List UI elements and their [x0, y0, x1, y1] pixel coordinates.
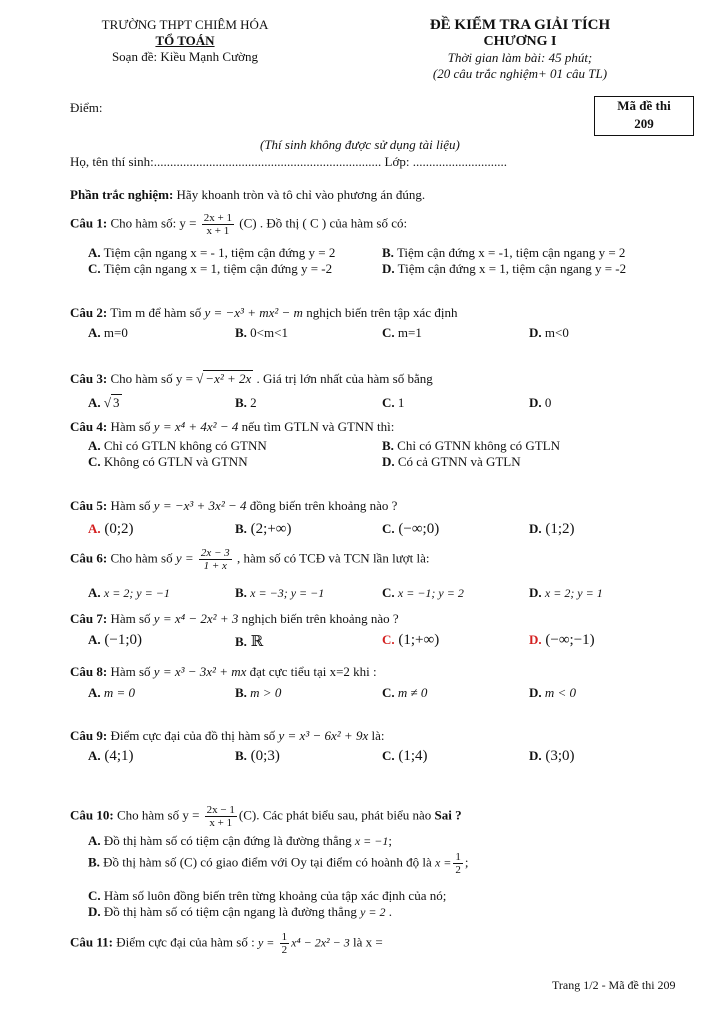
q1-label: Câu 1:: [70, 215, 108, 231]
q3-option-c[interactable]: C. 1: [382, 395, 405, 410]
q5-option-a[interactable]: A. (0;2): [88, 521, 134, 537]
q8-option-a[interactable]: A. m = 0: [88, 685, 136, 700]
q7-option-b[interactable]: B. ℝ: [235, 634, 264, 650]
q6-fraction: $\frac{2x - 3}{1 + x}$: [200, 547, 230, 572]
q9-option-b[interactable]: B. (0;3): [235, 748, 280, 764]
q4-expression: y = x⁴ + 4x² − 4: [153, 419, 239, 434]
q3-option-a[interactable]: A. √ 3: [88, 395, 120, 410]
q8-option-b[interactable]: B. m > 0: [235, 685, 282, 700]
question-6: Câu 6: Cho hàm số y = $\frac{2x - 3}{1 + x}$ , hàm số có TCĐ và TCN lần lượt là:: [70, 547, 430, 572]
q8-expression: y = x³ − 3x² + mx: [153, 664, 247, 679]
q10-option-d[interactable]: D. Đồ thị hàm số có tiệm cận ngang là đường thẳng y = 2 .: [88, 904, 393, 919]
q7-expression: y = x⁴ − 2x² + 3: [153, 611, 239, 626]
q1-option-d[interactable]: D. Tiệm cận đứng x = 1, tiệm cận ngang y = -2: [382, 261, 627, 276]
q6-option-d[interactable]: D. x = 2; y = 1: [529, 585, 603, 600]
question-1: [70, 212, 407, 237]
q8-option-d[interactable]: D. m < 0: [529, 685, 577, 700]
q9-option-a[interactable]: A. (4;1): [88, 748, 134, 764]
question-9: Câu 9: Điểm cực đại của đồ thị hàm số y = x³ − 6x² + 9x là:: [70, 728, 385, 743]
q9-expression: y = x³ − 6x² + 9x: [278, 728, 369, 743]
q9-option-c[interactable]: C. (1;4): [382, 748, 428, 764]
q2-option-c[interactable]: C. m=1: [382, 325, 422, 340]
header-right: [380, 17, 660, 82]
q1-fraction: $\frac{2x + 1}{x + 1}$: [203, 212, 232, 237]
q1-option-c[interactable]: C. Tiệm cận ngang x = 1, tiệm cận đứng y = -2: [88, 261, 333, 276]
q3-radicand: −x² + 2x: [205, 371, 252, 386]
q9-option-d[interactable]: D. (3;0): [529, 748, 575, 764]
section-text: Hãy khoanh tròn và tô chỉ vào phương án đúng.: [173, 187, 426, 202]
q10-option-c[interactable]: C. Hàm số luôn đồng biến trên từng khoảng của tập xác định của nó;: [88, 888, 447, 903]
q7-option-a[interactable]: A. (−1;0): [88, 632, 143, 648]
code-value: 209: [634, 116, 654, 131]
q3-option-b[interactable]: B. 2: [235, 395, 257, 410]
school-name: TRƯỜNG THPT CHIÊM HÓA: [101, 17, 269, 32]
author: Soạn đề: Kiều Mạnh Cường: [111, 49, 259, 64]
q10-fraction: $\frac{2x - 1}{x + 1}$: [206, 804, 235, 829]
q7-option-d[interactable]: D. (−∞;−1): [529, 632, 595, 648]
q2-option-a[interactable]: A. m=0: [88, 325, 128, 340]
exam-title: ĐỀ KIỂM TRA GIẢI TÍCH: [429, 17, 611, 33]
question-4: Câu 4: Hàm số y = x⁴ + 4x² − 4 nếu tìm GTLN và GTNN thì:: [70, 419, 395, 434]
exam-chapter: CHƯƠNG I: [483, 34, 557, 49]
q5-option-d[interactable]: D. (1;2): [529, 521, 575, 537]
q11-expression: x⁴ − 2x² − 3: [291, 935, 350, 950]
question-3: Câu 3: Cho hàm số y = √ −x² + 2x . Giá trị lớn nhất của hàm số bằng: [70, 371, 433, 386]
q8-option-c[interactable]: C. m ≠ 0: [382, 685, 428, 700]
q1-option-a[interactable]: A. Tiệm cận ngang x = - 1, tiệm cận đứng y = 2: [88, 245, 336, 260]
candidate-name-line: Họ, tên thí sinh:...................................................................... Lớp: .............................: [70, 154, 507, 169]
q3-option-d[interactable]: D. 0: [529, 395, 552, 410]
q11-fraction: $\frac{1}{2}$: [281, 931, 288, 956]
q7-option-c[interactable]: C. (1;+∞): [382, 632, 440, 648]
q4-option-d[interactable]: D. Có cả GTNN và GTLN: [382, 454, 521, 469]
q4-option-c[interactable]: C. Không có GTLN và GTNN: [88, 454, 248, 469]
header-left: [60, 17, 310, 65]
q2-option-d[interactable]: D. m<0: [529, 325, 569, 340]
q5-expression: y = −x³ + 3x² − 4: [153, 498, 247, 513]
exam-time: Thời gian làm bài: 45 phút;: [447, 50, 593, 65]
q1-post: (C) . Đồ thị ( C ) của hàm số có:: [235, 215, 408, 231]
score-label: Điểm:: [70, 100, 103, 115]
page-footer: Trang 1/2 - Mã đề thi 209: [552, 978, 676, 992]
q5-option-c[interactable]: C. (−∞;0): [382, 521, 440, 537]
question-10: Câu 10: Cho hàm số y = $\frac{2x - 1}{x + 1}$ (C). Các phát biểu sau, phát biểu nào Sai ?: [70, 804, 462, 829]
q6-option-a[interactable]: A. x = 2; y = −1: [88, 585, 170, 600]
section-label: Phần trắc nghiệm:: [70, 187, 174, 202]
question-2: Câu 2: Tìm m để hàm số y = −x³ + mx² − m nghịch biến trên tập xác định: [70, 305, 458, 320]
question-11: Câu 11: Điểm cực đại của hàm số : y = $\frac{1}{2}$ x⁴ − 2x² − 3 là x =: [70, 931, 383, 956]
exam-code-box: [594, 96, 694, 136]
q10-option-b[interactable]: B. Đồ thị hàm số (C) có giao điểm với Oy tại điểm có hoành độ là x = $\frac{1}{2}$ ;: [88, 851, 469, 876]
group-name: TỔ TOÁN: [155, 33, 215, 48]
q4-option-b[interactable]: B. Chỉ có GTNN không có GTLN: [382, 438, 561, 453]
q2-expression: y = −x³ + mx² − m: [204, 305, 303, 320]
q1-pre: Cho hàm số: y =: [107, 215, 197, 231]
exam-note: (Thí sinh không được sử dụng tài liệu): [260, 137, 460, 152]
section-instruction: [70, 187, 425, 203]
question-5: Câu 5: Hàm số y = −x³ + 3x² − 4 đồng biến trên khoảng nào ?: [70, 498, 398, 513]
q1-option-b[interactable]: B. Tiệm cận đứng x = -1, tiệm cận ngang y = 2: [382, 245, 626, 260]
q6-option-c[interactable]: C. x = −1; y = 2: [382, 585, 464, 600]
q10-b-fraction: $\frac{1}{2}$: [455, 851, 461, 876]
code-label: Mã đề thi: [617, 98, 671, 113]
q6-option-b[interactable]: B. x = −3; y = −1: [235, 585, 325, 600]
question-7: Câu 7: Hàm số y = x⁴ − 2x² + 3 nghịch biến trên khoảng nào ?: [70, 611, 399, 626]
q10-option-a[interactable]: A. Đồ thị hàm số có tiệm cận đứng là đường thẳng x = −1;: [88, 833, 392, 848]
q10-emphasis: Sai ?: [434, 807, 462, 823]
q5-option-b[interactable]: B. (2;+∞): [235, 521, 292, 537]
q4-option-a[interactable]: A. Chỉ có GTLN không có GTNN: [88, 438, 267, 453]
exam-count: (20 câu trắc nghiệm+ 01 câu TL): [432, 66, 608, 81]
question-8: Câu 8: Hàm số y = x³ − 3x² + mx đạt cực tiểu tại x=2 khi :: [70, 664, 377, 679]
q2-option-b[interactable]: B. 0<m<1: [235, 325, 288, 340]
